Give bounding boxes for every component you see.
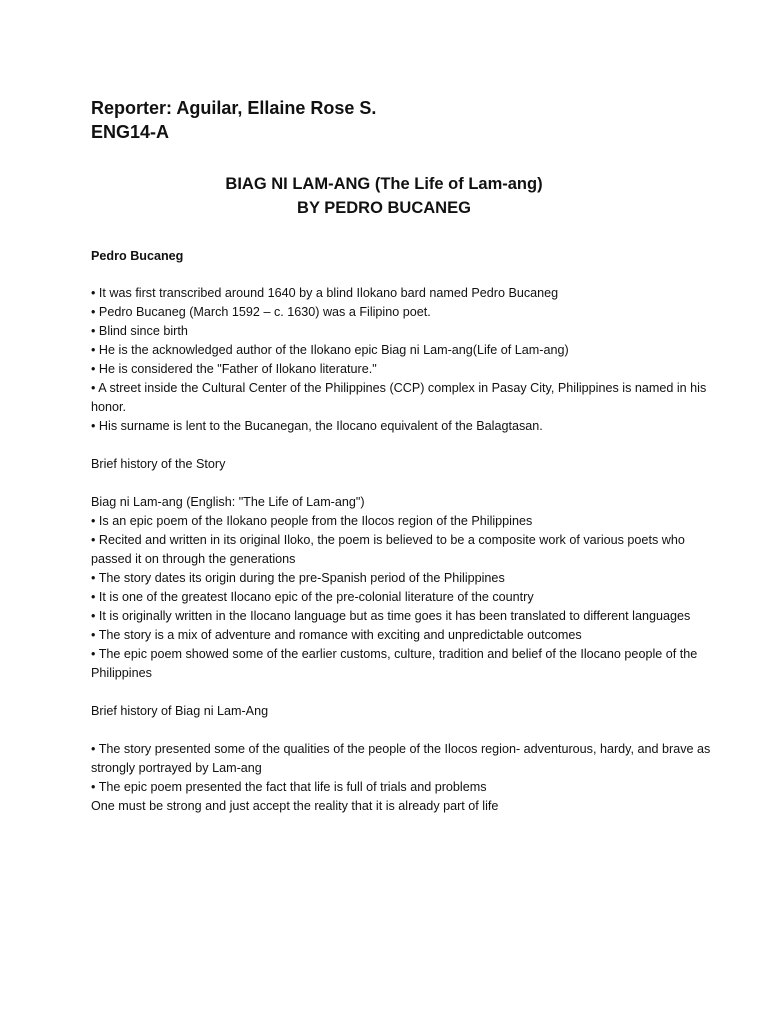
list-item — [91, 778, 721, 797]
list-item-text: Recited and written in its original Iloko, the poem is believed to be a composite work of various poets who passed it on through the generations — [91, 533, 685, 566]
bullet-icon: • — [91, 590, 96, 604]
list-item-text: His surname is lent to the Bucanegan, the Ilocano equivalent of the Balagtasan. — [98, 419, 543, 433]
document-body — [91, 247, 721, 816]
list-item — [91, 607, 721, 626]
story-section-heading: Brief history of the Story — [91, 457, 226, 471]
spacer — [91, 474, 721, 493]
bullet-icon: • — [91, 780, 96, 794]
author-section-heading: Pedro Bucaneg — [91, 249, 184, 263]
list-item — [91, 341, 721, 360]
bullet-icon: • — [91, 609, 96, 623]
list-item-text: The epic poem showed some of the earlier customs, culture, tradition and belief of the Ilocano people of the Philippines — [91, 647, 698, 680]
list-item — [91, 417, 721, 436]
bullet-icon: • — [91, 514, 96, 528]
list-item-text: It is one of the greatest Ilocano epic of the pre-colonial literature of the country — [98, 590, 534, 604]
list-item — [91, 588, 721, 607]
spacer — [91, 266, 721, 284]
story-facts-list — [91, 512, 721, 683]
list-item — [91, 512, 721, 531]
list-item-text: Pedro Bucaneg (March 1592 – c. 1630) was a Filipino poet. — [98, 305, 431, 319]
list-item — [91, 379, 721, 417]
list-item-text: The story is a mix of adventure and romance with exciting and unpredictable outcomes — [98, 628, 582, 642]
spacer — [91, 683, 721, 702]
document-title: BIAG NI LAM-ANG (The Life of Lam-ang) — [225, 175, 543, 193]
bullet-icon: • — [91, 742, 96, 756]
list-item — [91, 322, 721, 341]
list-item — [91, 531, 721, 569]
list-item-text: It was first transcribed around 1640 by a blind Ilokano bard named Pedro Bucaneg — [98, 286, 559, 300]
bullet-icon: • — [91, 305, 96, 319]
list-item — [91, 360, 721, 379]
list-item — [91, 645, 721, 683]
biag-section-heading: Brief history of Biag ni Lam-Ang — [91, 704, 269, 718]
list-item-text: A street inside the Cultural Center of the Philippines (CCP) complex in Pasay City, Philippines is named in his honor. — [91, 381, 707, 414]
spacer — [91, 721, 721, 740]
list-item-text: Is an epic poem of the Ilokano people from the Ilocos region of the Philippines — [98, 514, 533, 528]
list-item-text: The epic poem presented the fact that life is full of trials and problems — [98, 780, 487, 794]
list-item-text: The story dates its origin during the pre-Spanish period of the Philippines — [98, 571, 505, 585]
spacer — [91, 436, 721, 455]
list-item — [91, 284, 721, 303]
story-intro: Biag ni Lam-ang (English: "The Life of Lam-ang") — [91, 495, 365, 509]
biag-facts-list — [91, 740, 721, 797]
list-item — [91, 740, 721, 778]
bullet-icon: • — [91, 533, 96, 547]
list-item-text: Blind since birth — [98, 324, 188, 338]
bullet-icon: • — [91, 343, 96, 357]
bullet-icon: • — [91, 628, 96, 642]
list-item — [91, 569, 721, 588]
bullet-icon: • — [91, 647, 96, 661]
list-item-text: He is the acknowledged author of the Ilokano epic Biag ni Lam-ang(Life of Lam-ang) — [98, 343, 569, 357]
course-section: ENG14-A — [91, 122, 170, 142]
closing-line: One must be strong and just accept the reality that it is already part of life — [91, 799, 499, 813]
document-byline: BY PEDRO BUCANEG — [297, 199, 471, 217]
bullet-icon: • — [91, 324, 96, 338]
bullet-icon: • — [91, 381, 96, 395]
list-item — [91, 626, 721, 645]
list-item-text: He is considered the "Father of Ilokano literature." — [98, 362, 377, 376]
bullet-icon: • — [91, 286, 96, 300]
list-item — [91, 303, 721, 322]
list-item-text: It is originally written in the Ilocano language but as time goes it has been translated to different languages — [98, 609, 691, 623]
author-facts-list — [91, 284, 721, 436]
bullet-icon: • — [91, 571, 96, 585]
bullet-icon: • — [91, 419, 96, 433]
list-item-text: The story presented some of the qualities of the people of the Ilocos region- adventurous, hardy, and brave as strongly portrayed by Lam-ang — [91, 742, 711, 775]
bullet-icon: • — [91, 362, 96, 376]
reporter-name: Reporter: Aguilar, Ellaine Rose S. — [91, 98, 377, 118]
